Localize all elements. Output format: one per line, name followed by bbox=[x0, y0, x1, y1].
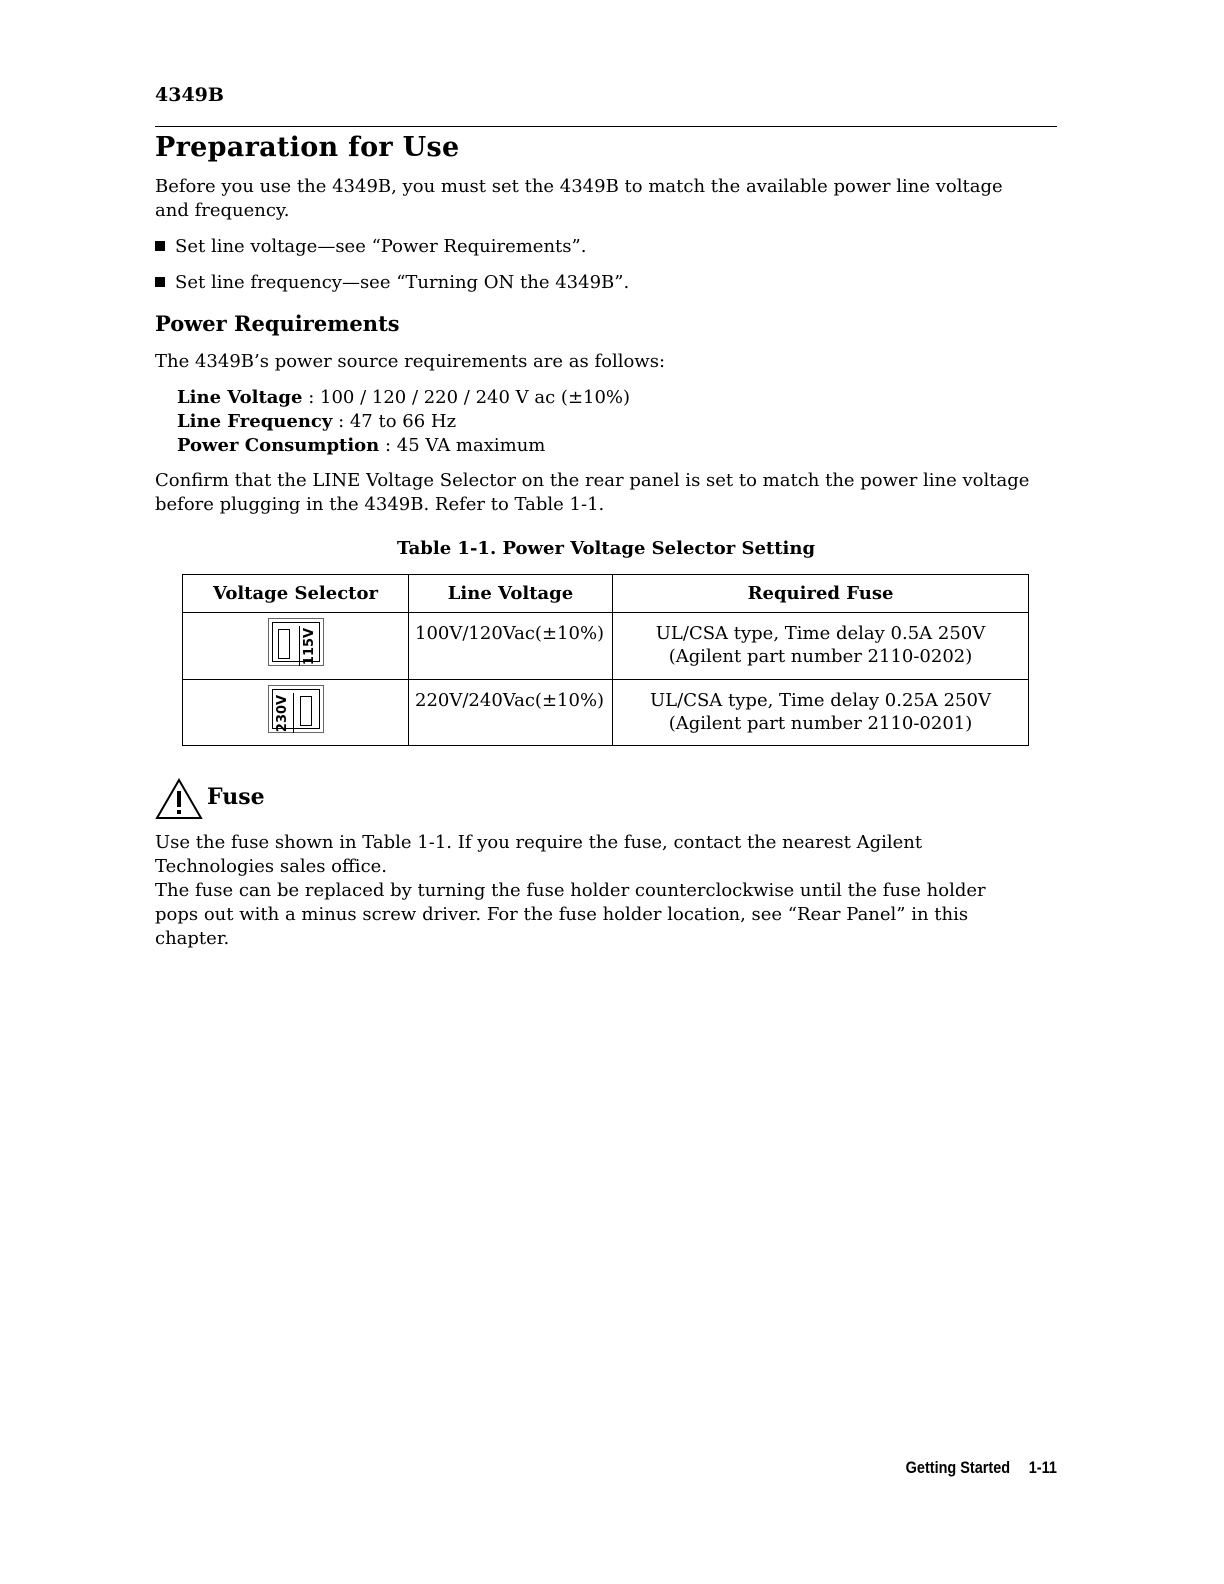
bullet-square-icon bbox=[155, 277, 165, 287]
bullet-text: Set line frequency—see “Turning ON the 4349B”. bbox=[175, 272, 630, 293]
spec-line-voltage bbox=[177, 386, 630, 410]
table-row bbox=[183, 613, 1029, 680]
fuse-line: Use the fuse shown in Table 1-1. If you require the fuse, contact the nearest Agilent bbox=[155, 832, 923, 853]
column-header: Required Fuse bbox=[613, 575, 1029, 613]
running-header-model: 4349B bbox=[155, 84, 224, 106]
spec-separator: : bbox=[379, 435, 397, 456]
table-header-row bbox=[183, 575, 1029, 613]
switch-slot bbox=[278, 629, 290, 659]
power-requirements-title: Power Requirements bbox=[155, 311, 400, 336]
header-rule bbox=[155, 126, 1057, 127]
selector-label-box bbox=[273, 693, 294, 733]
fuse-title: Fuse bbox=[207, 784, 265, 810]
required-fuse-cell bbox=[613, 613, 1029, 680]
spec-line-frequency bbox=[177, 410, 456, 434]
fuse-line: chapter. bbox=[155, 928, 230, 949]
intro-line: and frequency. bbox=[155, 200, 290, 221]
spec-power-consumption bbox=[177, 434, 545, 458]
fuse-paragraph bbox=[155, 831, 1057, 951]
page-footer bbox=[906, 1458, 1057, 1478]
column-header: Line Voltage bbox=[409, 575, 613, 613]
spec-separator: : bbox=[302, 387, 320, 408]
fuse-type: UL/CSA type, Time delay 0.5A 250V bbox=[655, 623, 986, 644]
switch-slot bbox=[300, 696, 312, 726]
spec-value: 100 / 120 / 220 / 240 V ac (±10%) bbox=[320, 387, 631, 408]
spec-label: Line Frequency bbox=[177, 411, 333, 432]
intro-line: Before you use the 4349B, you must set the 4349B to match the available power line voltage bbox=[155, 176, 1003, 197]
fuse-line: The fuse can be replaced by turning the fuse holder counterclockwise until the fuse holder bbox=[155, 880, 986, 901]
footer-chapter: Getting Started bbox=[905, 1458, 1011, 1477]
spec-value: 47 to 66 Hz bbox=[349, 411, 457, 432]
table-caption: Table 1-1. Power Voltage Selector Setting bbox=[396, 538, 816, 559]
confirm-line: Confirm that the LINE Voltage Selector on the rear panel is set to match the power line voltage bbox=[155, 470, 1030, 491]
table-row bbox=[183, 680, 1029, 746]
required-fuse-cell bbox=[613, 680, 1029, 746]
selector-label: 230V bbox=[275, 694, 291, 732]
selector-label: 115V bbox=[302, 627, 318, 665]
fuse-type: UL/CSA type, Time delay 0.25A 250V bbox=[650, 690, 991, 711]
intro-paragraph bbox=[155, 175, 1057, 223]
confirm-line: before plugging in the 4349B. Refer to Table 1-1. bbox=[155, 494, 605, 515]
spec-label: Line Voltage bbox=[177, 387, 303, 408]
selector-cell bbox=[183, 613, 409, 680]
bullet-item bbox=[155, 271, 629, 295]
power-intro: The 4349B’s power source requirements are as follows: bbox=[155, 351, 666, 372]
bullet-item bbox=[155, 235, 586, 259]
fuse-line: Technologies sales office. bbox=[155, 856, 388, 877]
selector-cell bbox=[183, 680, 409, 746]
spec-value: 45 VA maximum bbox=[396, 435, 546, 456]
spec-separator: : bbox=[332, 411, 350, 432]
selector-label-box bbox=[299, 626, 320, 666]
fuse-part-number: (Agilent part number 2110-0202) bbox=[668, 646, 973, 667]
fuse-line: pops out with a minus screw driver. For the fuse holder location, see “Rear Panel” in this bbox=[155, 904, 969, 925]
confirm-paragraph bbox=[155, 469, 1057, 517]
voltage-selector-115v-icon bbox=[268, 618, 324, 666]
line-voltage-cell: 100V/120Vac(±10%) bbox=[409, 613, 613, 680]
warning-triangle-icon bbox=[155, 778, 203, 820]
spec-label: Power Consumption bbox=[177, 435, 380, 456]
footer-page-number: 1-11 bbox=[1028, 1458, 1057, 1477]
section-title: Preparation for Use bbox=[155, 132, 460, 163]
voltage-selector-table bbox=[182, 574, 1029, 746]
line-voltage-cell: 220V/240Vac(±10%) bbox=[409, 680, 613, 746]
column-header: Voltage Selector bbox=[183, 575, 409, 613]
bullet-text: Set line voltage—see “Power Requirements”. bbox=[175, 236, 587, 257]
fuse-part-number: (Agilent part number 2110-0201) bbox=[668, 713, 973, 734]
voltage-selector-230v-icon bbox=[268, 685, 324, 733]
bullet-square-icon bbox=[155, 241, 165, 251]
